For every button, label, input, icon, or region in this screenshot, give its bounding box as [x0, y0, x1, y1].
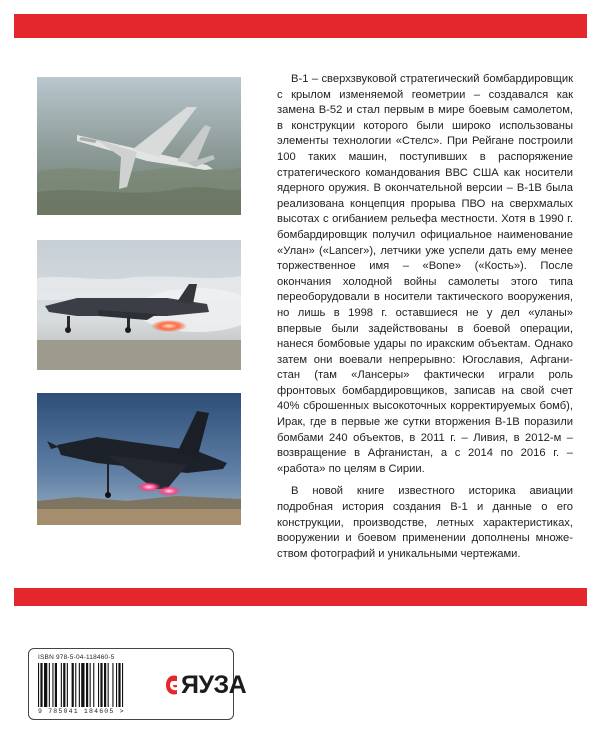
barcode-bar — [122, 663, 123, 707]
barcode-bar — [79, 663, 80, 707]
barcode-bar — [98, 663, 99, 707]
barcode-panel — [28, 648, 247, 720]
barcode-bar — [44, 663, 47, 707]
barcode-bar — [108, 663, 109, 707]
top-red-band — [14, 14, 587, 38]
barcode-bar — [38, 663, 39, 707]
barcode-bar — [49, 663, 50, 707]
publisher-logo — [165, 667, 247, 703]
description-paragraph-1: B-1 – сверхзвуковой стратегический бомбардировщик с крылом изменяемой геометрии – создавался как замена B-52 и стал первым в мире боевым самолетом, в конструкции которого были широко использованы элементы технологии «Стелс». При Рейгане построили 100 таких машин, поступивших в распоряжение стратегического командования ВВС США как носители ядерного оружия. В окончательной версии – B-1B была реализована концепция прорыва ПВО на сверхмалых высотах с огибанием рельефа местности. Хотя в 1990 г. бомбардировщик получил официальное наименование «Улан» («Lancer»), летчики уже успели дать ему менее торжественное имя – «Bone» («Кость»). После окончания холодной войны самолеты этого типа переоборудовали в носители тактического вооружения, но лишь в 1998 г. оставшиеся не у дел «уланы» впервые были задействованы в боевой операции, нанеся бомбовые удары по иракским объектам. Однако затем они воевали непрерывно: Югославия, Афганистан (там «Лансеры» фактически играли роль фронтовых бомбардировщиков, записав на свой счет 40% сброшенных высокоточных корректируемых бомб), Ирак, где в первые же сутки вторжения B-1B поразили бомбами 240 объектов, в 2011 г. – Ливия, в 2012-м – возвращение в Афганистан, а с 2014 по 2016 г. – «работа» по целям в Сирии. — [277, 73, 573, 475]
barcode-bar — [116, 663, 117, 707]
description-paragraph-2: В новой книге известного историка авиации подробная история создания B-1 и данные о его конструкции, производстве, летных характеристиках, вооружении и боевом применении дополнены множеством фотографий и уникальными чертежами. — [277, 485, 573, 560]
publisher-logo-text: ЯУЗА — [181, 671, 247, 699]
description-text — [277, 72, 573, 562]
isbn-label: ISBN 978-5-04-118460-5 — [38, 654, 115, 661]
barcode-image — [38, 663, 154, 707]
barcode-bar — [63, 663, 65, 707]
b1-bomber-takeoff-photo — [37, 393, 241, 525]
b1-bomber-flight-photo — [37, 77, 241, 215]
barcode-bar — [90, 663, 91, 707]
bottom-red-band — [14, 588, 587, 606]
barcode-bar — [86, 663, 88, 707]
barcode-bar — [72, 663, 74, 707]
barcode-bar — [100, 663, 102, 707]
barcode-bar — [118, 663, 120, 707]
barcode-bar — [104, 663, 106, 707]
barcode-bar — [61, 663, 62, 707]
publisher-e-mark-icon — [165, 672, 179, 698]
barcode-bar — [67, 663, 68, 707]
barcode-digits: 9 785041 184605 > — [38, 708, 125, 715]
barcode-bar — [40, 663, 42, 707]
barcode-bar — [55, 663, 57, 707]
barcode-bar — [93, 663, 94, 707]
barcode-bar — [81, 663, 84, 707]
barcode-bar — [112, 663, 113, 707]
b1-bomber-runway-photo — [37, 240, 241, 370]
barcode-bar — [52, 663, 53, 707]
barcode-bar — [75, 663, 76, 707]
